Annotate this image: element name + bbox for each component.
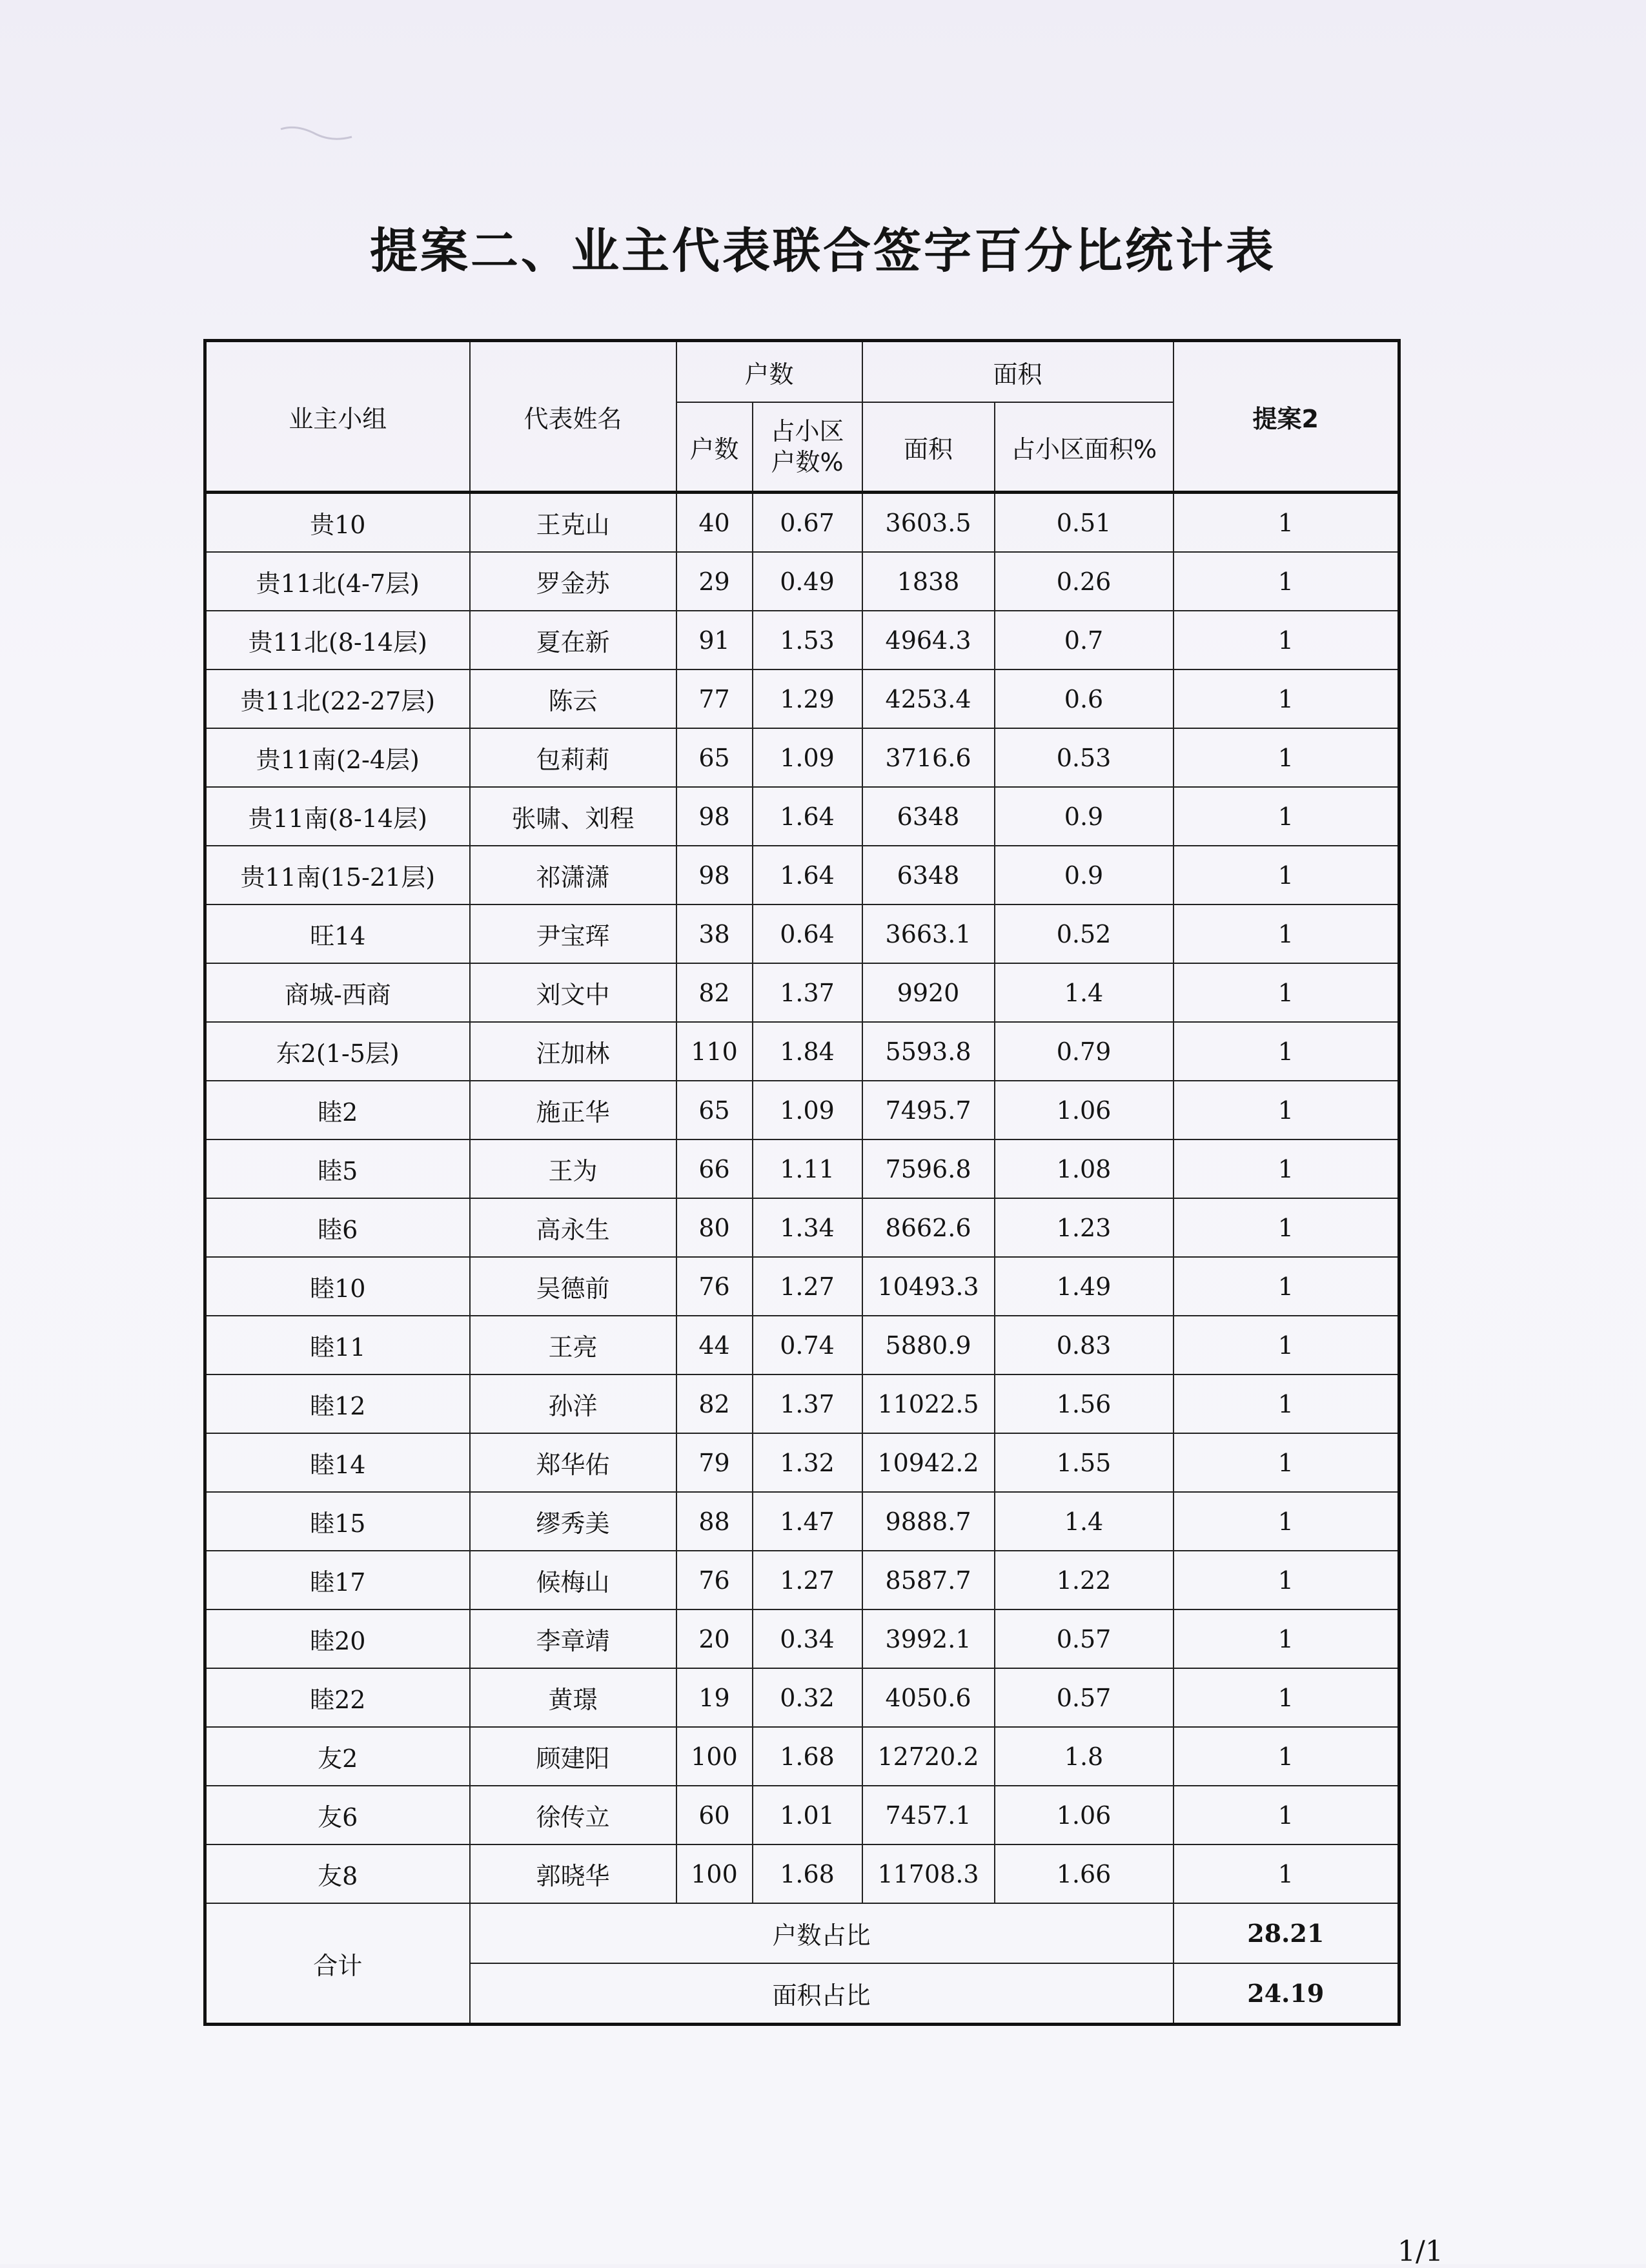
representative-cell: 顾建阳 — [470, 1727, 676, 1786]
household-count-cell: 60 — [676, 1786, 753, 1844]
household-count-cell: 38 — [676, 904, 753, 963]
representative-cell: 包莉莉 — [470, 728, 676, 787]
table-row — [205, 1609, 1399, 1668]
area-value-cell: 11022.5 — [862, 1374, 995, 1433]
representative-cell: 郭晓华 — [470, 1844, 676, 1903]
table-row — [205, 904, 1399, 963]
header-household-percent-line1: 占小区 — [770, 417, 844, 445]
group-cell: 商城-西商 — [205, 963, 470, 1022]
area-value-cell: 5880.9 — [862, 1316, 995, 1374]
area-percent-cell: 0.83 — [995, 1316, 1174, 1374]
signature-statistics-table — [203, 339, 1401, 2026]
table-row — [205, 846, 1399, 904]
header-households: 户数 — [676, 341, 862, 403]
household-count-cell: 29 — [676, 552, 753, 611]
area-value-cell: 6348 — [862, 787, 995, 846]
household-count-cell: 20 — [676, 1609, 753, 1668]
group-cell: 贵10 — [205, 493, 470, 553]
area-percent-cell: 1.56 — [995, 1374, 1174, 1433]
group-cell: 贵11南(2-4层) — [205, 728, 470, 787]
header-row-1 — [205, 341, 1399, 403]
area-value-cell: 3663.1 — [862, 904, 995, 963]
area-value-cell: 6348 — [862, 846, 995, 904]
representative-cell: 罗金苏 — [470, 552, 676, 611]
table-row — [205, 963, 1399, 1022]
table-row — [205, 1022, 1399, 1081]
household-count-cell: 82 — [676, 963, 753, 1022]
household-percent-cell: 1.68 — [753, 1844, 862, 1903]
group-cell: 睦10 — [205, 1257, 470, 1316]
area-value-cell: 1838 — [862, 552, 995, 611]
household-percent-cell: 1.09 — [753, 728, 862, 787]
group-cell: 睦14 — [205, 1433, 470, 1492]
group-cell: 友2 — [205, 1727, 470, 1786]
household-count-cell: 65 — [676, 1081, 753, 1139]
header-group: 业主小组 — [205, 341, 470, 493]
household-count-cell: 80 — [676, 1198, 753, 1257]
area-percent-cell: 1.06 — [995, 1081, 1174, 1139]
representative-cell: 李章靖 — [470, 1609, 676, 1668]
table-row — [205, 1433, 1399, 1492]
household-ratio-label: 户数占比 — [470, 1903, 1174, 1963]
household-count-cell: 110 — [676, 1022, 753, 1081]
representative-cell: 陈云 — [470, 669, 676, 728]
area-value-cell: 7495.7 — [862, 1081, 995, 1139]
header-proposal-2: 提案2 — [1174, 341, 1399, 493]
group-cell: 友8 — [205, 1844, 470, 1903]
area-percent-cell: 1.08 — [995, 1139, 1174, 1198]
proposal-2-cell: 1 — [1174, 1551, 1399, 1609]
header-area-value: 面积 — [862, 402, 995, 493]
group-cell: 睦11 — [205, 1316, 470, 1374]
table-row — [205, 1139, 1399, 1198]
group-cell: 睦17 — [205, 1551, 470, 1609]
household-count-cell: 19 — [676, 1668, 753, 1727]
area-value-cell: 3603.5 — [862, 493, 995, 553]
header-household-count: 户数 — [676, 402, 753, 493]
group-cell: 睦5 — [205, 1139, 470, 1198]
area-value-cell: 8662.6 — [862, 1198, 995, 1257]
area-value-cell: 5593.8 — [862, 1022, 995, 1081]
table-row — [205, 1786, 1399, 1844]
proposal-2-cell: 1 — [1174, 1844, 1399, 1903]
header-area: 面积 — [862, 341, 1174, 403]
group-cell: 贵11南(15-21层) — [205, 846, 470, 904]
proposal-2-cell: 1 — [1174, 1786, 1399, 1844]
table-row — [205, 611, 1399, 669]
household-percent-cell: 1.11 — [753, 1139, 862, 1198]
proposal-2-cell: 1 — [1174, 1609, 1399, 1668]
proposal-2-cell: 1 — [1174, 1316, 1399, 1374]
household-percent-cell: 1.68 — [753, 1727, 862, 1786]
group-cell: 睦2 — [205, 1081, 470, 1139]
area-value-cell: 7596.8 — [862, 1139, 995, 1198]
area-percent-cell: 1.23 — [995, 1198, 1174, 1257]
proposal-2-cell: 1 — [1174, 611, 1399, 669]
area-percent-cell: 1.66 — [995, 1844, 1174, 1903]
header-household-percent — [753, 402, 862, 493]
household-count-cell: 79 — [676, 1433, 753, 1492]
household-count-cell: 98 — [676, 846, 753, 904]
group-cell: 友6 — [205, 1786, 470, 1844]
area-percent-cell: 0.79 — [995, 1022, 1174, 1081]
paper-crease-mark — [278, 123, 355, 148]
document-title: 提案二、业主代表联合签字百分比统计表 — [370, 223, 1276, 279]
table-row — [205, 669, 1399, 728]
representative-cell: 吴德前 — [470, 1257, 676, 1316]
proposal-2-cell: 1 — [1174, 669, 1399, 728]
group-cell: 贵11南(8-14层) — [205, 787, 470, 846]
representative-cell: 尹宝珲 — [470, 904, 676, 963]
area-percent-cell: 1.4 — [995, 963, 1174, 1022]
household-percent-cell: 1.27 — [753, 1257, 862, 1316]
area-percent-cell: 0.7 — [995, 611, 1174, 669]
header-household-percent-line2: 户数% — [771, 448, 844, 476]
household-percent-cell: 0.74 — [753, 1316, 862, 1374]
proposal-2-cell: 1 — [1174, 904, 1399, 963]
total-label: 合计 — [205, 1903, 470, 2025]
proposal-2-cell: 1 — [1174, 1668, 1399, 1727]
table-row — [205, 1257, 1399, 1316]
area-ratio-value: 24.19 — [1174, 1963, 1399, 2025]
household-count-cell: 76 — [676, 1257, 753, 1316]
household-ratio-value: 28.21 — [1174, 1903, 1399, 1963]
group-cell: 贵11北(22-27层) — [205, 669, 470, 728]
representative-cell: 缪秀美 — [470, 1492, 676, 1551]
proposal-2-cell: 1 — [1174, 963, 1399, 1022]
area-percent-cell: 1.06 — [995, 1786, 1174, 1844]
footer-row-households — [205, 1903, 1399, 1963]
household-count-cell: 98 — [676, 787, 753, 846]
representative-cell: 王克山 — [470, 493, 676, 553]
area-value-cell: 8587.7 — [862, 1551, 995, 1609]
household-percent-cell: 1.84 — [753, 1022, 862, 1081]
area-percent-cell: 0.52 — [995, 904, 1174, 963]
household-percent-cell: 1.32 — [753, 1433, 862, 1492]
household-percent-cell: 0.34 — [753, 1609, 862, 1668]
area-percent-cell: 1.22 — [995, 1551, 1174, 1609]
household-count-cell: 88 — [676, 1492, 753, 1551]
table-row — [205, 1316, 1399, 1374]
representative-cell: 候梅山 — [470, 1551, 676, 1609]
household-count-cell: 65 — [676, 728, 753, 787]
page-number: 1/1 — [1397, 2235, 1443, 2268]
proposal-2-cell: 1 — [1174, 728, 1399, 787]
representative-cell: 汪加林 — [470, 1022, 676, 1081]
proposal-2-cell: 1 — [1174, 1198, 1399, 1257]
area-value-cell: 3716.6 — [862, 728, 995, 787]
household-percent-cell: 1.01 — [753, 1786, 862, 1844]
table-row — [205, 1081, 1399, 1139]
table-body — [205, 493, 1399, 1904]
representative-cell: 夏在新 — [470, 611, 676, 669]
area-percent-cell: 1.4 — [995, 1492, 1174, 1551]
table-row — [205, 1492, 1399, 1551]
area-percent-cell: 0.9 — [995, 846, 1174, 904]
area-value-cell: 9920 — [862, 963, 995, 1022]
area-percent-cell: 0.6 — [995, 669, 1174, 728]
household-count-cell: 100 — [676, 1727, 753, 1786]
group-cell: 旺14 — [205, 904, 470, 963]
proposal-2-cell: 1 — [1174, 1139, 1399, 1198]
area-ratio-label: 面积占比 — [470, 1963, 1174, 2025]
proposal-2-cell: 1 — [1174, 552, 1399, 611]
area-value-cell: 10942.2 — [862, 1433, 995, 1492]
representative-cell: 高永生 — [470, 1198, 676, 1257]
group-cell: 睦20 — [205, 1609, 470, 1668]
group-cell: 睦15 — [205, 1492, 470, 1551]
representative-cell: 黄璟 — [470, 1668, 676, 1727]
household-percent-cell: 0.64 — [753, 904, 862, 963]
area-percent-cell: 0.26 — [995, 552, 1174, 611]
group-cell: 贵11北(8-14层) — [205, 611, 470, 669]
proposal-2-cell: 1 — [1174, 1257, 1399, 1316]
area-value-cell: 12720.2 — [862, 1727, 995, 1786]
proposal-2-cell: 1 — [1174, 1022, 1399, 1081]
representative-cell: 王亮 — [470, 1316, 676, 1374]
table-row — [205, 493, 1399, 553]
area-percent-cell: 0.57 — [995, 1668, 1174, 1727]
group-cell: 东2(1-5层) — [205, 1022, 470, 1081]
table-row — [205, 1844, 1399, 1903]
household-count-cell: 76 — [676, 1551, 753, 1609]
table-row — [205, 787, 1399, 846]
household-percent-cell: 1.53 — [753, 611, 862, 669]
household-percent-cell: 1.34 — [753, 1198, 862, 1257]
header-representative: 代表姓名 — [470, 341, 676, 493]
representative-cell: 孙洋 — [470, 1374, 676, 1433]
area-value-cell: 7457.1 — [862, 1786, 995, 1844]
household-percent-cell: 1.64 — [753, 846, 862, 904]
proposal-2-cell: 1 — [1174, 1727, 1399, 1786]
group-cell: 睦6 — [205, 1198, 470, 1257]
household-count-cell: 66 — [676, 1139, 753, 1198]
household-count-cell: 44 — [676, 1316, 753, 1374]
area-value-cell: 4050.6 — [862, 1668, 995, 1727]
household-count-cell: 77 — [676, 669, 753, 728]
group-cell: 睦22 — [205, 1668, 470, 1727]
household-percent-cell: 1.27 — [753, 1551, 862, 1609]
representative-cell: 徐传立 — [470, 1786, 676, 1844]
proposal-2-cell: 1 — [1174, 1433, 1399, 1492]
household-percent-cell: 0.67 — [753, 493, 862, 553]
household-percent-cell: 1.37 — [753, 1374, 862, 1433]
area-value-cell: 10493.3 — [862, 1257, 995, 1316]
area-percent-cell: 1.8 — [995, 1727, 1174, 1786]
group-cell: 睦12 — [205, 1374, 470, 1433]
representative-cell: 张啸、刘程 — [470, 787, 676, 846]
area-percent-cell: 1.49 — [995, 1257, 1174, 1316]
representative-cell: 刘文中 — [470, 963, 676, 1022]
representative-cell: 施正华 — [470, 1081, 676, 1139]
table-row — [205, 1551, 1399, 1609]
representative-cell: 郑华佑 — [470, 1433, 676, 1492]
area-percent-cell: 0.51 — [995, 493, 1174, 553]
area-percent-cell: 0.53 — [995, 728, 1174, 787]
area-percent-cell: 0.9 — [995, 787, 1174, 846]
household-count-cell: 82 — [676, 1374, 753, 1433]
group-cell: 贵11北(4-7层) — [205, 552, 470, 611]
household-percent-cell: 1.09 — [753, 1081, 862, 1139]
table-row — [205, 1374, 1399, 1433]
header-area-percent: 占小区面积% — [995, 402, 1174, 493]
table-row — [205, 1668, 1399, 1727]
household-percent-cell: 0.32 — [753, 1668, 862, 1727]
household-count-cell: 40 — [676, 493, 753, 553]
area-value-cell: 11708.3 — [862, 1844, 995, 1903]
area-value-cell: 4253.4 — [862, 669, 995, 728]
area-value-cell: 9888.7 — [862, 1492, 995, 1551]
area-percent-cell: 1.55 — [995, 1433, 1174, 1492]
proposal-2-cell: 1 — [1174, 787, 1399, 846]
table-row — [205, 728, 1399, 787]
representative-cell: 王为 — [470, 1139, 676, 1198]
proposal-2-cell: 1 — [1174, 493, 1399, 553]
household-count-cell: 100 — [676, 1844, 753, 1903]
area-value-cell: 4964.3 — [862, 611, 995, 669]
household-percent-cell: 1.37 — [753, 963, 862, 1022]
proposal-2-cell: 1 — [1174, 1081, 1399, 1139]
table-row — [205, 1198, 1399, 1257]
proposal-2-cell: 1 — [1174, 846, 1399, 904]
household-percent-cell: 1.47 — [753, 1492, 862, 1551]
household-percent-cell: 1.29 — [753, 669, 862, 728]
household-count-cell: 91 — [676, 611, 753, 669]
household-percent-cell: 1.64 — [753, 787, 862, 846]
area-percent-cell: 0.57 — [995, 1609, 1174, 1668]
table-row — [205, 552, 1399, 611]
proposal-2-cell: 1 — [1174, 1374, 1399, 1433]
area-value-cell: 3992.1 — [862, 1609, 995, 1668]
household-percent-cell: 0.49 — [753, 552, 862, 611]
proposal-2-cell: 1 — [1174, 1492, 1399, 1551]
table-row — [205, 1727, 1399, 1786]
representative-cell: 祁潇潇 — [470, 846, 676, 904]
